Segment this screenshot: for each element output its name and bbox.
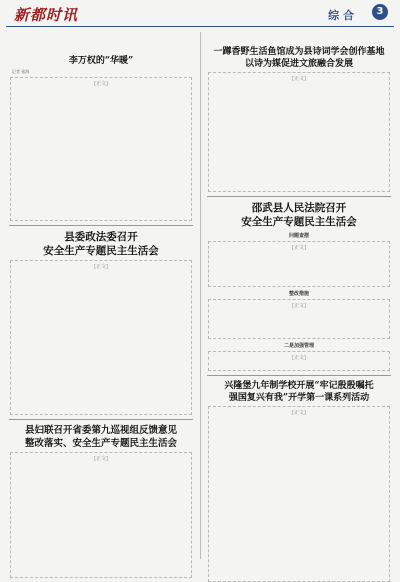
paper-name: 新都时讯 <box>14 6 79 24</box>
masthead <box>6 4 394 26</box>
masthead-rule <box>6 26 394 27</box>
article-body: [正文] <box>208 241 390 287</box>
article-byline: 记者 张海 <box>12 69 30 74</box>
article-body: [正文] <box>208 299 390 339</box>
divider <box>207 375 391 376</box>
page-number-badge: 3 <box>372 4 388 20</box>
article-subhead: 整改措施 <box>288 291 309 297</box>
article-title: 县委政法委召开 安全生产专题民主生活会 <box>43 231 159 257</box>
article-title: 县妇联召开省委第九巡视组反馈意见 整改落实、安全生产专题民主生活会 <box>24 425 177 449</box>
section-label: 综 合 <box>328 9 354 22</box>
article-title: 一蹲香野生活鱼馆成为县诗词学会创作基地 以诗为媒促进文旅融合发展 <box>213 47 385 69</box>
article-title: 邵武县人民法院召开 安全生产专题民主生活会 <box>241 202 357 228</box>
article-body: [正文] <box>208 72 390 192</box>
divider <box>207 196 391 197</box>
article-body: [正文] <box>208 406 390 582</box>
divider <box>9 419 193 420</box>
article-body: [正文] <box>208 351 390 371</box>
article-body: [正文] <box>10 260 192 415</box>
left-column <box>6 36 196 561</box>
column-divider <box>200 32 201 559</box>
article-title: 兴隆堡九年制学校开展“牢记殷殷嘱托 强国复兴有我”开学第一课系列活动 <box>224 381 374 403</box>
article-title: 李万权的“华暖” <box>68 56 134 66</box>
article-body: [正文] <box>10 77 192 221</box>
article-body: [正文] <box>10 452 192 578</box>
divider <box>9 225 193 226</box>
article-subhead: 二是加强管理 <box>283 343 314 349</box>
article-subhead: 问题查摆 <box>288 233 309 239</box>
right-column <box>204 36 394 561</box>
